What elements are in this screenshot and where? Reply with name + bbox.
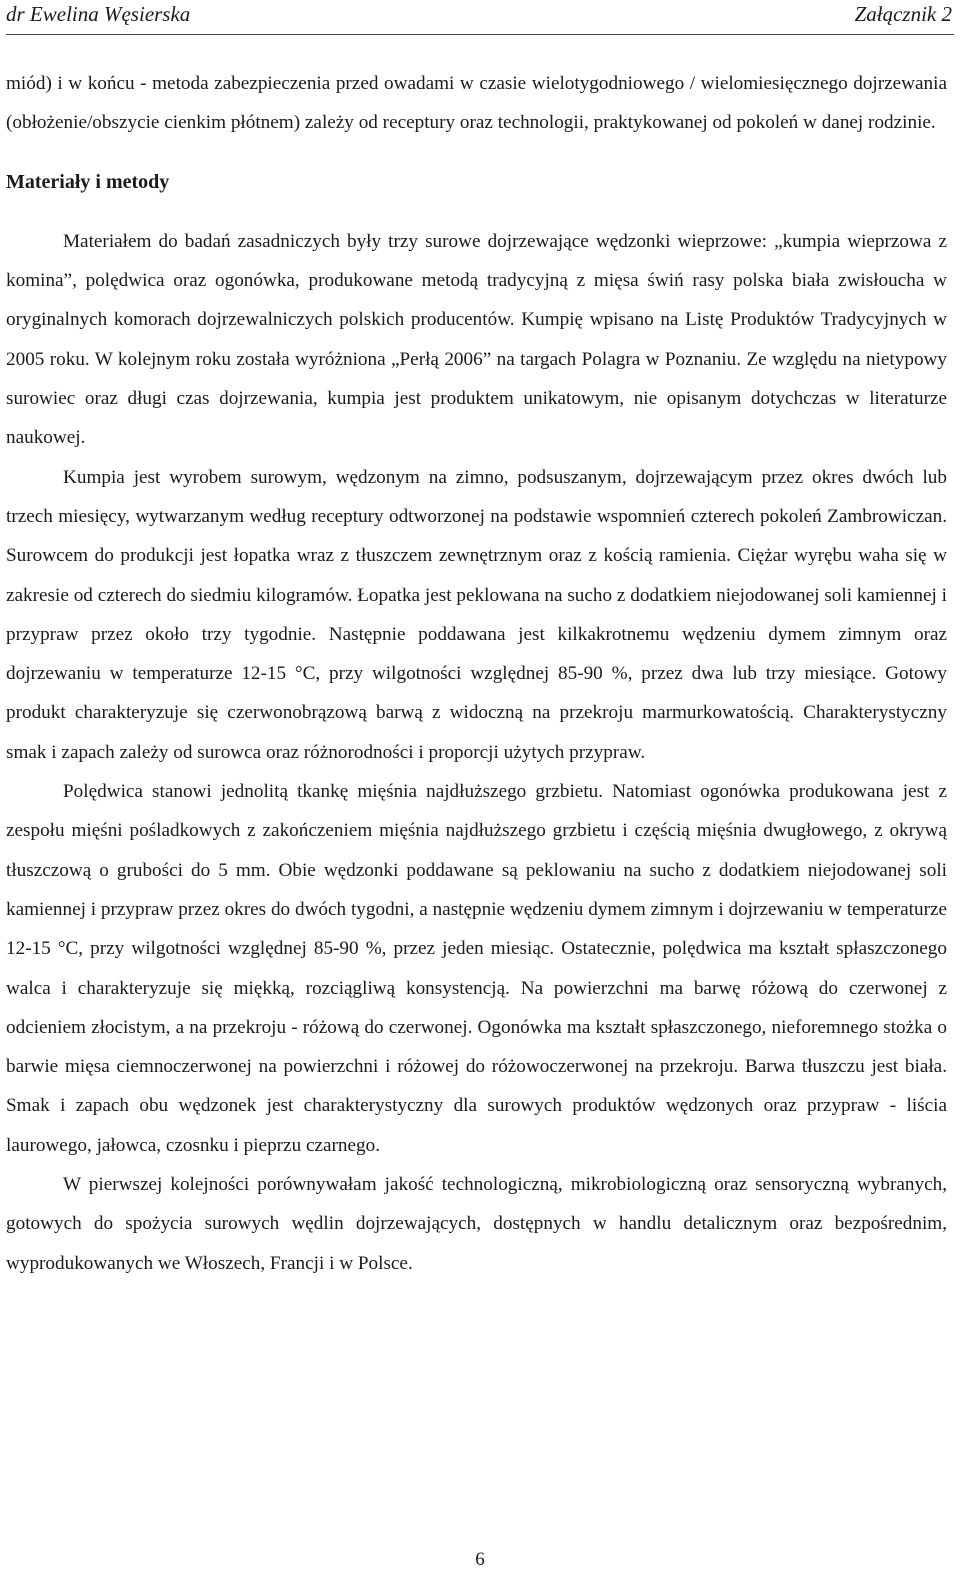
paragraph-continuation: miód) i w końcu - metoda zabezpieczenia przed owadami w czasie wielotygodniowego / wielomiesięcznego dojrzewania (obłożenie/obszycie cienkim płótnem) zależy od receptury oraz technologii, praktykowanej od pokoleń w danej rodzinie. [6, 73, 947, 134]
header-author: dr Ewelina Węsierska [6, 2, 191, 26]
section-heading: Materiały i metody [6, 170, 170, 193]
paragraph-poledwica: Polędwica stanowi jednolitą tkankę mięśnia najdłuższego grzbietu. Natomiast ogonówka produkowana jest z zespołu mięśni pośladkowych z zakończeniem mięśnia najdłuższego grzbietu i częścią mięśnia dwugłowego, z okrywą tłuszczową o grubości do 5 mm. Obie wędzonki poddawane są peklowaniu na sucho z dodatkiem niejodowanej soli kamiennej i przypraw przez okres do dwóch tygodni, a następnie wędzeniu dymem zimnym i dojrzewaniu w temperaturze 12-15 °C, przy wilgotności względnej 85-90 %, przez jeden miesiąc. Ostatecznie, polędwica ma kształt spłaszczonego walca i charakteryzuje się miękką, rozciągliwą konsystencją. Na powierzchni ma barwę różową do czerwonej z odcieniem złocistym, a na przekroju - różową do czerwonej. Ogonówka ma kształt spłaszczonego, nieforemnego stożka o barwie mięsa ciemnoczerwonej na powierzchni i różowej do różowoczerwonej na przekroju. Barwa tłuszczu jest biała. Smak i zapach obu wędzonek jest charakterystyczny dla surowych produktów wędzonych oraz przypraw - liścia laurowego, jałowca, czosnku i pieprzu czarnego. [6, 781, 947, 1156]
page-number: 6 [475, 1549, 485, 1570]
page-header [6, 0, 954, 35]
paragraph-comparison: W pierwszej kolejności porównywałam jakość technologiczną, mikrobiologiczną oraz sensoryczną wybranych, gotowych do spożycia surowych wędlin dojrzewających, dostępnych w handlu detalicznym oraz bezpośrednim, wyprodukowanych we Włoszech, Francji i w Polsce. [6, 1174, 947, 1274]
paragraph-kumpia: Kumpia jest wyrobem surowym, wędzonym na zimno, podsuszanym, dojrzewającym przez okres dwóch lub trzech miesięcy, wytwarzanym według receptury odtworzonej na podstawie wspomnień czterech pokoleń Zambrowiczan. Surowcem do produkcji jest łopatka wraz z tłuszczem zewnętrznym oraz z kością ramienia. Ciężar wyrębu waha się w zakresie od czterech do siedmiu kilogramów. Łopatka jest peklowana na sucho z dodatkiem niejodowanej soli kamiennej i przypraw przez około trzy tygodnie. Następnie poddawana jest kilkakrotnemu wędzeniu dymem zimnym oraz dojrzewaniu w temperaturze 12-15 °C, przy wilgotności względnej 85-90 %, przez dwa lub trzy miesiące. Gotowy produkt charakteryzuje się czerwonobrązową barwą z widoczną na przekroju marmurkowatością. Charakterystyczny smak i zapach zależy od surowca oraz różnorodności i proporcji użytych przypraw. [6, 466, 947, 763]
paragraph-materials: Materiałem do badań zasadniczych były trzy surowe dojrzewające wędzonki wieprzowe: „kumpia wieprzowa z komina”, polędwica oraz ogonówka, produkowane metodą tradycyjną z mięsa świń rasy polska biała zwisłoucha w oryginalnych komorach dojrzewalniczych polskich producentów. Kumpię wpisano na Listę Produktów Tradycyjnych w 2005 roku. W kolejnym roku została wyróżniona „Perłą 2006” na targach Polagra w Poznaniu. Ze względu na nietypowy surowiec oraz długi czas dojrzewania, kumpia jest produktem unikatowym, nie opisanym dotychczas w literaturze naukowej. [6, 230, 947, 449]
document-body [6, 64, 947, 1283]
header-attachment-label: Załącznik 2 [854, 2, 952, 26]
